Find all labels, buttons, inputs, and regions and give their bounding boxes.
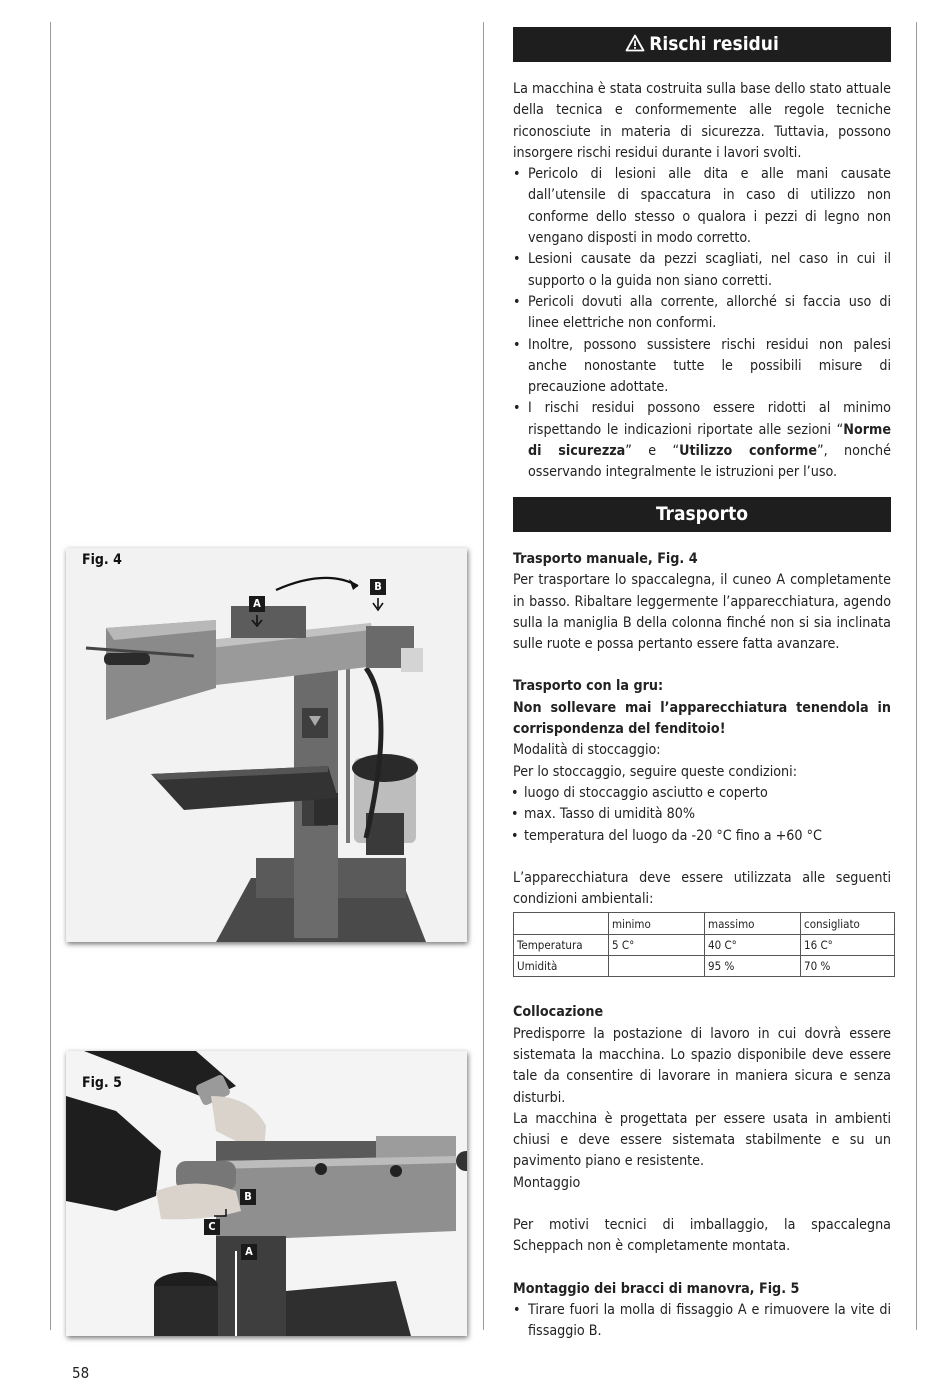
montaggio-label: Montaggio [513, 1174, 581, 1191]
warning-triangle-icon [625, 34, 645, 52]
conditions-table [513, 912, 895, 977]
rischi-list [513, 164, 891, 483]
bracci-item: • Tirare fuori la molla di fissaggio A e rimuovere la vite di fissaggio B. [513, 1300, 891, 1343]
rischi-item: • Pericolo di lesioni alle dita e alle mani causate dall’utensile di spaccatura in caso di utilizzo non conforme dello stesso o qualora i pezzi di legno non vengano disposti in modo corretto. [513, 164, 891, 249]
rischi-item: • Inoltre, possono sussistere rischi residui non palesi anche nonostante tutte le possibili misure di precauzione adottate. [513, 335, 891, 399]
figure-4-label: Fig. 4 [82, 552, 122, 568]
figure-5-label: Fig. 5 [82, 1075, 122, 1091]
trasporto-manuale-text: Per trasportare lo spaccalegna, il cuneo A completamente in basso. Ribaltare leggermente l’apparecchiatura, agendo sulla la maniglia B della colonna finché non si sia inclinata sulle ruote e possa pertanto essere fatta avanzare. [513, 572, 891, 653]
rischi-item-last [513, 398, 891, 483]
figure-5-callout-c: C [204, 1219, 220, 1235]
table-header-row [514, 913, 895, 934]
page-number: 58 [72, 1364, 90, 1382]
stoccaggio-intro: Per lo stoccaggio, seguire queste condizioni: [513, 763, 797, 780]
rischi-residui-section [513, 79, 891, 484]
figure-4 [66, 548, 467, 942]
bracci-list [513, 1300, 891, 1343]
table-header-cell: consigliato [801, 913, 895, 934]
ambientali-text: L’apparecchiatura deve essere utilizzata alle seguenti condizioni ambientali: [513, 869, 891, 908]
table-cell [609, 956, 705, 977]
stoccaggio-label: Modalità di stoccaggio: [513, 742, 661, 759]
table-header-cell: massimo [705, 913, 801, 934]
table-cell: 95 % [705, 956, 801, 977]
rischi-item: • Lesioni causate da pezzi scagliati, nel caso in cui il supporto o la guida non siano corretti. [513, 249, 891, 292]
ref-utilizzo-conforme: Utilizzo conforme [679, 443, 818, 460]
collocazione-p1: Predisporre la postazione di lavoro in cui dovrà essere sistemata la macchina. Lo spazio disponibile deve essere tale da consentire di lavorare in maniera sicura e senza disturbi. [513, 1025, 891, 1106]
rischi-intro: La macchina è stata costruita sulla base dello stato attuale della tecnica e conformemente alle regole tecniche riconosciute in materia di sicurezza. Tuttavia, possono insorgere rischi residui durante i lavori svolti. [513, 81, 891, 161]
table-header-cell: minimo [609, 913, 705, 934]
figure-4-callout-b: B [370, 579, 386, 595]
assembly-photo [66, 1051, 467, 1336]
trasporto-gru-heading: Trasporto con la gru: [513, 678, 664, 695]
stoccaggio-item: • max. Tasso di umidità 80% [511, 804, 891, 825]
imballaggio-text: Per motivi tecnici di imballaggio, la spaccalegna Scheppach non è completamente montata. [513, 1217, 891, 1255]
rischi-last-mid: ” e “ [625, 443, 680, 460]
table-cell: Temperatura [514, 934, 609, 955]
table-cell: 40 C° [705, 934, 801, 955]
stoccaggio-list [511, 783, 891, 847]
trasporto-manuale-heading: Trasporto manuale, Fig. 4 [513, 551, 698, 567]
center-rule [483, 22, 484, 1330]
right-margin-rule [916, 22, 917, 1330]
rischi-item: • Pericoli dovuti alla corrente, allorché si faccia uso di linee elettriche non conformi. [513, 292, 891, 335]
log-splitter-photo [66, 548, 467, 942]
rischi-last-pre: I rischi residui possono essere ridotti al minimo rispettando le indicazioni riportate alle sezioni “ [528, 400, 891, 438]
table-cell: 16 C° [801, 934, 895, 955]
trasporto-section [513, 549, 891, 1343]
trasporto-heading: Trasporto [513, 497, 891, 532]
table-cell: Umidità [514, 956, 609, 977]
table-cell: 70 % [801, 956, 895, 977]
figure-5-callout-b: B [240, 1189, 256, 1205]
rischi-residui-title: Rischi residui [649, 33, 779, 55]
ref-norme-di-sicurezza: Norme di sicurezza [528, 421, 891, 460]
stoccaggio-item: • luogo di stoccaggio asciutto e coperto [511, 783, 891, 804]
figure-4-callout-a: A [249, 596, 265, 612]
trasporto-gru-warning: Non sollevare mai l’apparecchiatura tenendola in corrispondenza del fenditoio! [513, 699, 891, 738]
rischi-last-post: ”, nonché osservando integralmente le istruzioni per l’uso. [528, 443, 891, 481]
collocazione-p2: La macchina è progettata per essere usata in ambienti chiusi e deve essere sistemata stabilmente e su un pavimento piano e resistente. [513, 1110, 891, 1170]
table-row [514, 934, 895, 955]
bracci-heading: Montaggio dei bracci di manovra, Fig. 5 [513, 1280, 800, 1297]
stoccaggio-item: • temperatura del luogo da -20 °C fino a +60 °C [511, 826, 891, 847]
table-cell: 5 C° [609, 934, 705, 955]
rischi-residui-heading [513, 27, 891, 62]
figure-5-callout-a: A [241, 1244, 257, 1260]
collocazione-heading: Collocazione [513, 1004, 604, 1021]
table-row [514, 956, 895, 977]
figure-5 [66, 1051, 467, 1336]
left-margin-rule [50, 22, 51, 1330]
table-header-cell [514, 913, 609, 934]
